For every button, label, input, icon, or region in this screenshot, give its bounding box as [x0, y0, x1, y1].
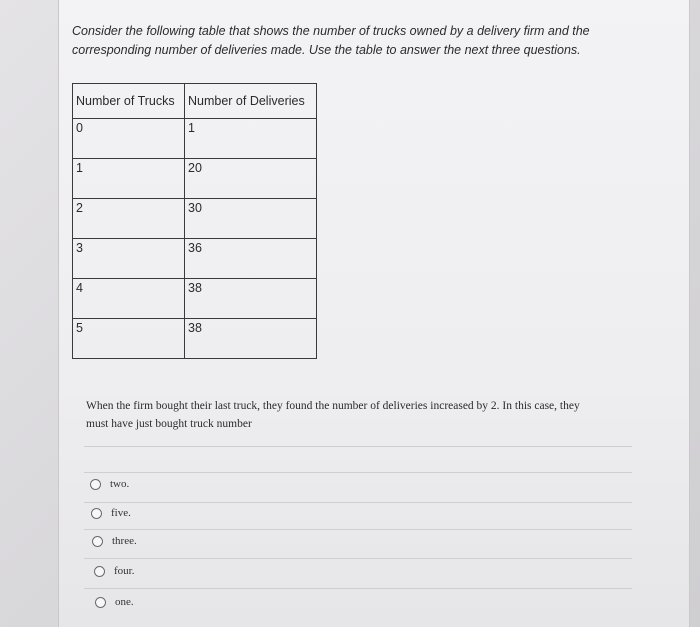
option-label: three. [112, 535, 137, 547]
table-row [73, 319, 317, 359]
divider [84, 588, 632, 589]
intro-line-1: Consider the following table that shows the number of trucks owned by a delivery firm and the [72, 24, 590, 38]
divider [84, 446, 632, 447]
trucks-cell: 0 [73, 119, 185, 159]
trucks-cell: 4 [73, 279, 185, 319]
question-line-2: must have just bought truck number [86, 418, 252, 430]
option-label: five. [111, 507, 131, 519]
deliveries-cell: 1 [185, 119, 317, 159]
header-trucks: Number of Trucks [73, 84, 185, 119]
trucks-cell: 2 [73, 199, 185, 239]
table-row [73, 199, 317, 239]
table-row [73, 279, 317, 319]
table-row [73, 239, 317, 279]
table-header-row [73, 84, 317, 119]
trucks-cell: 5 [73, 319, 185, 359]
option-label: two. [110, 478, 130, 490]
question-line-1: When the firm bought their last truck, they found the number of deliveries increased by 2. In this case, they [86, 400, 580, 412]
divider [84, 558, 632, 559]
divider [84, 502, 632, 503]
deliveries-cell: 38 [185, 279, 317, 319]
divider [84, 472, 632, 473]
option-three[interactable] [92, 535, 137, 547]
header-deliveries: Number of Deliveries [185, 84, 317, 119]
option-five[interactable] [91, 507, 131, 519]
trucks-cell: 3 [73, 239, 185, 279]
intro-line-2: corresponding number of deliveries made. Use the table to answer the next three questions. [72, 43, 581, 57]
radio-button-icon[interactable] [92, 536, 103, 547]
intro-text [72, 22, 632, 60]
trucks-deliveries-table [72, 83, 317, 359]
deliveries-cell: 30 [185, 199, 317, 239]
trucks-cell: 1 [73, 159, 185, 199]
radio-button-icon[interactable] [95, 597, 106, 608]
radio-button-icon[interactable] [94, 566, 105, 577]
option-label: one. [115, 596, 134, 608]
deliveries-cell: 38 [185, 319, 317, 359]
table-row [73, 159, 317, 199]
divider [84, 529, 632, 530]
question-text [86, 397, 631, 433]
radio-button-icon[interactable] [91, 508, 102, 519]
radio-button-icon[interactable] [90, 479, 101, 490]
option-two[interactable] [90, 478, 129, 490]
option-one[interactable] [95, 596, 134, 608]
table-row [73, 119, 317, 159]
deliveries-cell: 36 [185, 239, 317, 279]
deliveries-cell: 20 [185, 159, 317, 199]
option-four[interactable] [94, 565, 134, 577]
option-label: four. [114, 565, 135, 577]
